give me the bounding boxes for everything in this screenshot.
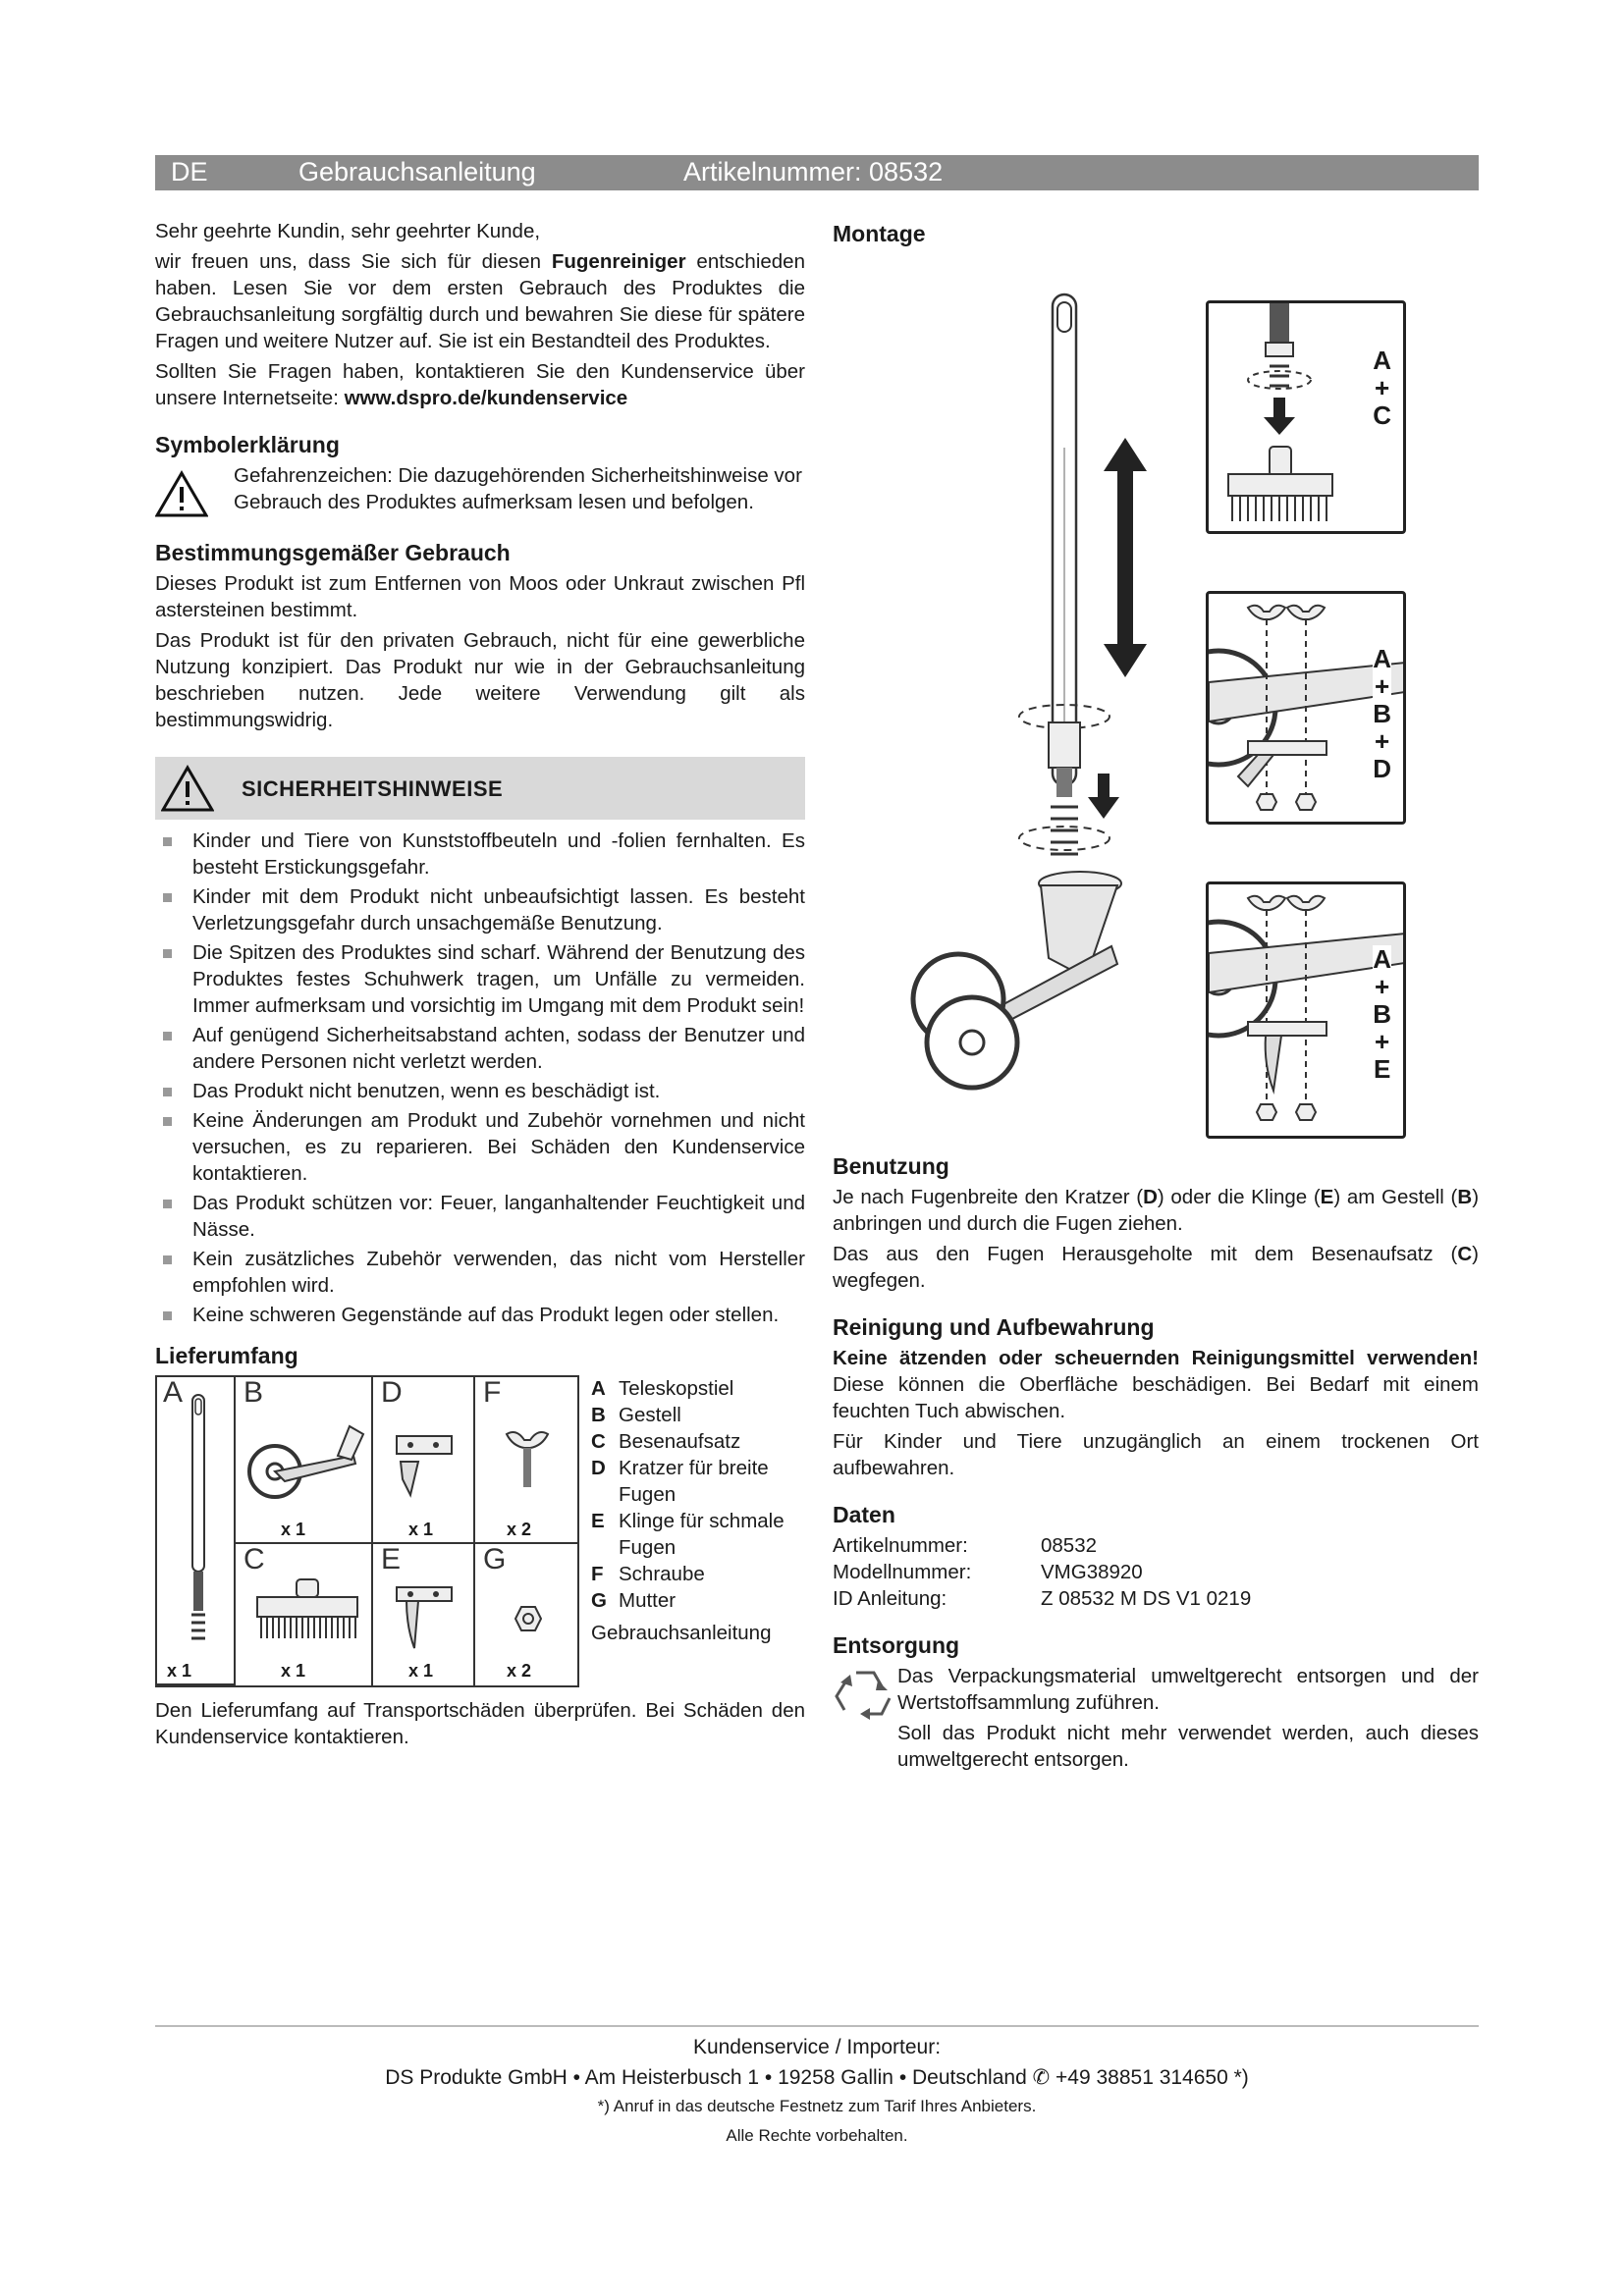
list-item: D Kratzer für breite Fugen bbox=[591, 1457, 769, 1506]
list-item: Das Produkt nicht benutzen, wenn es beschädigt ist. bbox=[155, 1078, 805, 1104]
scope-heading: Lieferumfang bbox=[155, 1343, 298, 1368]
assembly-illustration bbox=[833, 251, 1479, 1135]
list-item: E Klinge für schmale Fugen bbox=[591, 1510, 785, 1559]
brush-head-icon bbox=[253, 1577, 361, 1646]
disposal-heading: Entsorgung bbox=[833, 1632, 960, 1658]
list-item: Die Spitzen des Produktes sind scharf. Während der Benutzung des Produktes festes Schuhwerk tragen, um Unfälle zu vermeiden. Immer aufmerksam und vorsichtig im Umgang mit dem Produkt sein! bbox=[155, 939, 805, 1019]
article-number: Artikelnummer: 08532 bbox=[683, 157, 944, 187]
blade-icon bbox=[389, 1583, 460, 1652]
assembly-heading: Montage bbox=[833, 221, 926, 246]
quantity: x 1 bbox=[408, 1520, 434, 1539]
usage-p2: Das aus den Fugen Herausgeholte mit dem Besenaufsatz (C) wegfegen. bbox=[833, 1243, 1479, 1292]
quantity: x 1 bbox=[281, 1520, 306, 1539]
table-row: Artikelnummer: 08532 bbox=[833, 1534, 1098, 1557]
intro-paragraph: wir freuen uns, dass Sie sich für diesen Fugenreiniger entschieden haben. Lesen Sie vor dem ersten Gebrauch des Produktes die Gebrauchsanleitung sorgfältig durch und bewahren Sie diese für spätere Fragen und weitere Nutzer auf. Sie ist ein Bestandteil des Produktes. bbox=[155, 250, 805, 352]
symbols-heading: Symbolerklärung bbox=[155, 432, 340, 457]
quantity: x 1 bbox=[167, 1661, 192, 1681]
document-title: Gebrauchsanleitung bbox=[298, 157, 536, 187]
list-item: Kein zusätzliches Zubehör verwenden, das nicht vom Hersteller empfohlen wird. bbox=[155, 1246, 805, 1299]
service-link[interactable]: www.dspro.de/kundenservice bbox=[344, 387, 628, 409]
part-letter: A bbox=[163, 1376, 184, 1409]
language-code: DE bbox=[171, 157, 208, 187]
symbol-text: Gefahrenzeichen: Die dazugehörenden Sicherheitshinweise vor Gebrauch des Produktes aufmerksam lesen und befolgen. bbox=[234, 464, 802, 513]
list-item: Das Produkt schützen vor: Feuer, langanhaltender Feuchtigkeit und Nässe. bbox=[155, 1190, 805, 1243]
table-row: Modellnummer: VMG38920 bbox=[833, 1561, 1143, 1583]
part-letter: G bbox=[483, 1543, 507, 1575]
quantity: x 1 bbox=[408, 1661, 434, 1681]
frame-icon bbox=[245, 1413, 367, 1511]
screw-icon bbox=[503, 1426, 552, 1495]
telescopic-pole-icon bbox=[177, 1391, 220, 1652]
list-item: A Teleskopstiel bbox=[591, 1377, 734, 1400]
disposal-p1: Das Verpackungsmaterial umweltgerecht entsorgen und der Wertstoffsammlung zuführen. bbox=[897, 1665, 1479, 1714]
parts-grid bbox=[155, 1375, 579, 1687]
footer-call-note: *) Anruf in das deutsche Festnetz zum Tarif Ihres Anbieters. bbox=[597, 2097, 1037, 2115]
brush-assembly-icon bbox=[1209, 303, 1356, 529]
cleaning-p1: Keine ätzenden oder scheuernden Reinigungsmittel verwenden! Diese können die Oberfläche beschädigen. Bei Bedarf mit einem feuchten Tuch abwischen. bbox=[833, 1347, 1479, 1422]
list-item: G Mutter bbox=[591, 1589, 677, 1612]
quantity: x 1 bbox=[281, 1661, 306, 1681]
list-item: Kinder und Tiere von Kunststoffbeuteln und -folien fernhalten. Es besteht Erstickungsgefahr. bbox=[155, 828, 805, 881]
detail-box-brush bbox=[1206, 300, 1406, 534]
quantity: x 2 bbox=[507, 1520, 532, 1539]
greeting: Sehr geehrte Kundin, sehr geehrter Kunde, bbox=[155, 220, 541, 242]
usage-heading: Benutzung bbox=[833, 1153, 949, 1179]
header-bar bbox=[155, 155, 1479, 190]
assembly-label: A + C bbox=[1373, 346, 1391, 430]
detail-box-blade bbox=[1206, 881, 1406, 1139]
right-column bbox=[833, 218, 1479, 1777]
usage-p1: Je nach Fugenbreite den Kratzer (D) oder die Klinge (E) am Gestell (B) anbringen und durch die Fugen ziehen. bbox=[833, 1186, 1480, 1235]
part-letter: B bbox=[244, 1376, 264, 1409]
cleaning-heading: Reinigung und Aufbewahrung bbox=[833, 1314, 1155, 1340]
list-item: Kinder mit dem Produkt nicht unbeaufsichtigt lassen. Es besteht Verletzungsgefahr durch unsachgemäße Benutzung. bbox=[155, 883, 805, 936]
part-letter: C bbox=[244, 1543, 265, 1575]
safety-heading-bar bbox=[155, 757, 805, 820]
detail-box-scraper bbox=[1206, 591, 1406, 825]
scope-note: Den Lieferumfang auf Transportschäden überprüfen. Bei Schäden den Kundenservice kontaktieren. bbox=[155, 1699, 805, 1748]
list-item: Gebrauchsanleitung bbox=[591, 1622, 772, 1644]
footer-rights: Alle Rechte vorbehalten. bbox=[726, 2126, 908, 2145]
specs-table bbox=[833, 1532, 1479, 1612]
scope-of-delivery bbox=[155, 1375, 805, 1687]
footer-divider bbox=[155, 2025, 1479, 2027]
disposal-section bbox=[833, 1663, 1479, 1777]
footer-address: DS Produkte GmbH • Am Heisterbusch 1 • 19258 Gallin • Deutschland ✆ +49 38851 314650 *) bbox=[385, 2066, 1249, 2089]
list-item: Auf genügend Sicherheitsabstand achten, sodass der Benutzer und andere Personen nicht verletzt werden. bbox=[155, 1022, 805, 1075]
intended-use-p2: Das Produkt ist für den privaten Gebrauch, nicht für eine gewerbliche Nutzung konzipiert. Das Produkt nur wie in der Gebrauchsanleitung beschrieben nutzen. Jede weitere Verwendung gilt als bestimmungswidrig. bbox=[155, 629, 805, 731]
list-item: B Gestell bbox=[591, 1404, 681, 1426]
nut-icon bbox=[514, 1605, 542, 1632]
list-item: Keine Änderungen am Produkt und Zubehör vornehmen und nicht versuchen, es zu reparieren. Bei Schäden den Kundenservice kontaktieren. bbox=[155, 1107, 805, 1187]
left-column bbox=[155, 218, 805, 1754]
part-letter: E bbox=[381, 1543, 402, 1575]
list-item: C Besenaufsatz bbox=[591, 1430, 741, 1453]
footer-service-label: Kundenservice / Importeur: bbox=[692, 2036, 942, 2058]
scraper-icon bbox=[389, 1432, 460, 1501]
part-letter: D bbox=[381, 1376, 403, 1409]
contact-paragraph: Sollten Sie Fragen haben, kontaktieren Sie den Kundenservice über unsere Internetseite: www.dspro.de/kundenservice bbox=[155, 360, 805, 409]
symbol-explanation bbox=[155, 462, 805, 519]
warning-icon bbox=[161, 765, 214, 812]
disposal-p2: Soll das Produkt nicht mehr verwendet werden, auch dieses umweltgerecht entsorgen. bbox=[897, 1722, 1479, 1771]
quantity: x 2 bbox=[507, 1661, 532, 1681]
list-item: Keine schweren Gegenstände auf das Produkt legen oder stellen. bbox=[155, 1302, 805, 1328]
recycle-icon bbox=[833, 1667, 897, 1722]
safety-list bbox=[155, 828, 805, 1328]
part-letter: F bbox=[483, 1376, 502, 1409]
intended-use-p1: Dieses Produkt ist zum Entfernen von Moos oder Unkraut zwischen Pfl astersteinen bestimmt. bbox=[155, 572, 805, 621]
list-item: F Schraube bbox=[591, 1563, 705, 1585]
parts-list bbox=[591, 1375, 815, 1687]
intended-use-heading: Bestimmungsgemäßer Gebrauch bbox=[155, 540, 511, 565]
warning-icon bbox=[155, 470, 208, 517]
cleaning-p2: Für Kinder und Tiere unzugänglich an einem trockenen Ort aufbewahren. bbox=[833, 1430, 1479, 1479]
table-row: ID Anleitung: Z 08532 M DS V1 0219 bbox=[833, 1587, 1252, 1610]
safety-heading: SICHERHEITSHINWEISE bbox=[242, 775, 504, 801]
assembly-label: A + B + E bbox=[1373, 944, 1391, 1084]
assembly-label: A + B + D bbox=[1373, 644, 1391, 783]
specs-heading: Daten bbox=[833, 1502, 895, 1527]
